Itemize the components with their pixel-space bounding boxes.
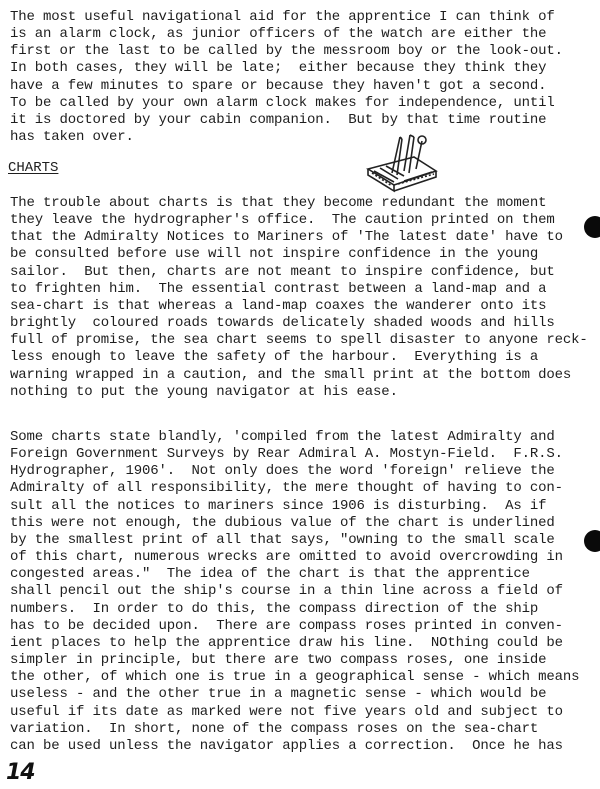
navigation-tools-illustration xyxy=(364,131,440,195)
section-heading-charts: CHARTS xyxy=(8,160,59,176)
binder-hole-icon xyxy=(584,216,600,238)
charts-paragraph-1: The trouble about charts is that they become redundant the moment they leave the hydrographer's office. The caution printed on them that the Admiralty Notices to Mariners of 'The latest date' have to be consulted before use will not inspire confidence in the young sailor. But then, charts are not meant to inspire confidence, but to frighten him. The essential contrast between a land-map and a sea-chart is that whereas a land-map coaxes the wanderer onto its brightly coloured roads towards delicately shaded woods and hills full of promise, the sea chart seems to spell disaster to anyone reck- less enough to leave the safety of the harbour. Everything is a warning wrapped in a caution, and the small print at the bottom does nothing to put the young navigator at his ease. xyxy=(10,195,588,400)
intro-paragraph: The most useful navigational aid for the apprentice I can think of is an alarm clock, as junior officers of the watch are either the first or the last to be called by the messroom boy or the look-out. In both cases, they will be late; either because they think they have a few minutes to spare or because they haven't got a second. To be called by your own alarm clock makes for independence, until it is doctored by your cabin companion. But by that time routine has taken over. xyxy=(10,9,563,146)
page-number: 14 xyxy=(6,760,35,785)
dividers-icon xyxy=(392,135,426,175)
charts-paragraph-2: Some charts state blandly, 'compiled from the latest Admiralty and Foreign Government Surveys by Rear Admiral A. Mostyn-Field. F.R.S. Hydrographer, 1906'. Not only does the word 'foreign' relieve the Admiralty of all responsibility, the mere thought of having to con- sult all the notices to mariners since 1906 is disturbing. As if this were not enough, the dubious value of the chart is underlined by the smallest print of all that says, "owning to the small scale of this chart, numerous wrecks are omitted to avoid overcrowding in congested areas." The idea of the chart is that the apprentice shall pencil out the ship's course in a thin line across a field of numbers. In order to do this, the compass direction of the ship has to be decided upon. There are compass roses printed in conven- ient places to help the apprentice draw his line. NOthing could be simpler in principle, but there are two compass roses, one inside the other, of which one is true in a geographical sense - which means useless - and the other true in a magnetic sense - which would be useful if its date as marked were not five years old and subject to variation. In short, none of the compass roses on the sea-chart can be used unless the navigator applies a correction. Once he has xyxy=(10,429,580,754)
binder-hole-icon xyxy=(584,530,600,552)
instrument-case-icon xyxy=(368,157,436,191)
